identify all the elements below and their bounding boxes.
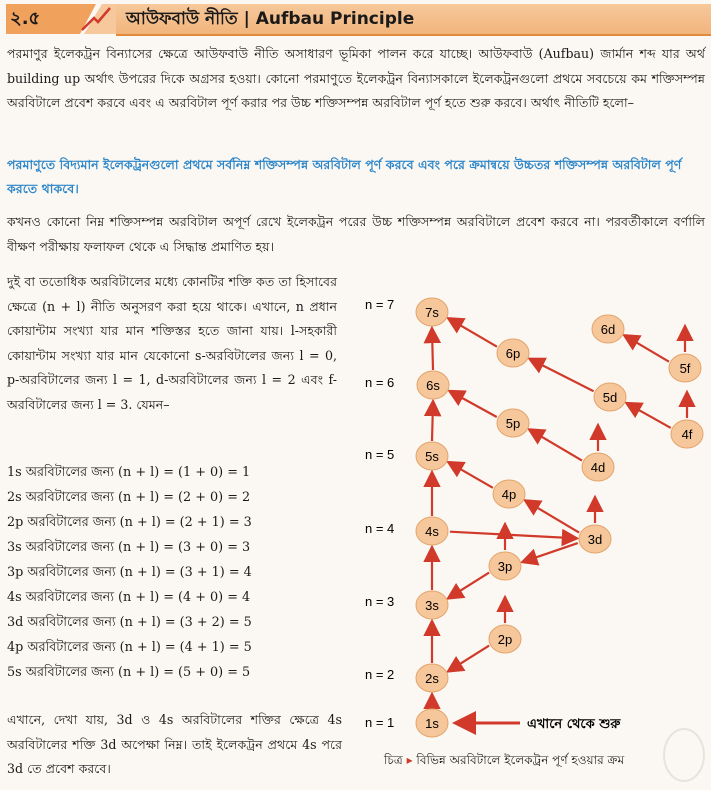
orbital-label: 4f	[681, 427, 693, 442]
fill-order-arrow	[628, 404, 671, 428]
orbital-label: 6p	[505, 346, 521, 361]
intro-paragraph: পরমাণুর ইলেকট্রন বিন্যাসের ক্ষেত্রে আউফবাউ নীতি অসাধারণ ভূমিকা পালন করে যাচ্ছে। আউফবাউ (Aufbau) জার্মান শব্দ যার অর্থ building up অর্থাৎ উপরের দিকে অগ্রসর হওয়া। কোনো পরমাণুতে ইলেকট্রন বিন্যাসকালে ইলেকট্রনগুলো প্রথমে সবচেয়ে কম শক্তিসম্পন্ন অরবিটালে প্রবেশ করবে এবং এ অরবিটাল পূর্ণ করার পর উচ্চ শক্তিসম্পন্ন অরবিটাল পূর্ণ হতে শুরু করবে। অর্থাৎ নীতিটি হলো–	[7, 46, 705, 110]
fill-order-arrow	[626, 336, 669, 361]
orbital-label: 1s	[425, 716, 439, 731]
vertical-arrow	[432, 403, 433, 441]
fill-order-arrow	[524, 543, 578, 561]
watermark-figure	[663, 728, 705, 782]
caption-prefix: চিত্র	[384, 753, 403, 767]
fill-order-arrow	[531, 360, 593, 392]
fill-order-arrow	[450, 646, 489, 671]
fill-order-arrow	[450, 319, 497, 346]
level-label: n = 4	[365, 521, 395, 536]
level-label: n = 5	[365, 447, 395, 462]
equation-2p: 2p অরবিটালের জন্য (n + l) = (2 + 1) = 3	[7, 515, 252, 530]
orbital-label: 6s	[426, 378, 440, 393]
orbital-label: 7s	[425, 305, 439, 320]
figure-caption	[384, 752, 624, 772]
rule-paragraph: দুই বা ততোধিক অরবিটালের মধ্যে কোনটির শক্তি কত তা হিসাবের ক্ষেত্রে (n + l) নীতি অনুসরণ করা হয়ে থাকে। এখানে, n প্রধান কোয়ান্টাম সংখ্যা যার মান শক্তিস্তর হতে জানা যায়। l-সহকারী কোয়ান্টাম সংখ্যা যার মান যেকোনো s-অরবিটালের জন্য l = 0, p-অরবিটালের জন্য l = 1, d-অরবিটালের জন্য l = 2 এবং f-অরবিটালের জন্য l = 3. যেমন–	[7, 274, 337, 412]
orbital-label: 5f	[679, 361, 691, 376]
equation-3d: 3d অরবিটালের জন্য (n + l) = (3 + 2) = 5	[7, 615, 252, 630]
note-paragraph: কখনও কোনো নিম্ন শক্তিসম্পন্ন অরবিটাল অপূর্ণ রেখে ইলেকট্রন পরের উচ্চ শক্তিসম্পন্ন অরবিটালে প্রবেশ করবে না। পরবর্তীকালে বর্ণালি বীক্ষণ পরীক্ষায় ফলাফল থেকে এ সিদ্ধান্ত প্রমাণিত হয়।	[7, 214, 705, 254]
orbital-label: 2p	[497, 632, 513, 647]
orbital-label: 5s	[425, 449, 439, 464]
fill-order-arrow	[450, 463, 493, 488]
fill-order-arrow	[450, 573, 489, 598]
orbital-label: 3p	[497, 559, 513, 574]
level-label: n = 7	[365, 297, 395, 312]
equation-1s: 1s অরবিটালের জন্য (n + l) = (1 + 0) = 1	[7, 465, 251, 480]
section-title: আউফবাউ নীতি | Aufbau Principle	[126, 9, 415, 29]
fill-order-arrow	[527, 501, 579, 532]
orbital-label: 3s	[425, 598, 439, 613]
orbital-label: 4p	[501, 487, 517, 502]
equation-3p: 3p অরবিটালের জন্য (n + l) = (3 + 1) = 4	[7, 565, 252, 580]
equation-list	[7, 460, 347, 685]
principle-statement: পরমাণুতে বিদ্যমান ইলেকট্রনগুলো প্রথমে সর্বনিম্ন শক্তিসম্পন্ন অরবিটাল পূর্ণ করবে এবং পরে ক্রমান্বয়ে উচ্চতর শক্তিসম্পন্ন অরবিটাল পূর্ণ করতে থাকবে।	[7, 157, 682, 196]
aufbau-diagram	[355, 258, 711, 758]
level-label: n = 6	[365, 375, 395, 390]
equation-3s: 3s অরবিটালের জন্য (n + l) = (3 + 0) = 3	[7, 540, 251, 555]
caption-marker: ▸	[406, 753, 413, 767]
level-label: n = 3	[365, 594, 395, 609]
level-label: n = 1	[365, 715, 395, 730]
start-label: এখানে থেকে শুরু	[527, 717, 621, 732]
orbital-label: 4s	[425, 524, 439, 539]
header-slash-decoration	[66, 0, 116, 38]
orbital-label: 5d	[602, 390, 618, 405]
section-header	[0, 0, 711, 38]
orbital-label: 2s	[425, 671, 439, 686]
section-number: ২.৫	[6, 4, 70, 34]
fill-order-arrow	[450, 532, 575, 539]
equation-2s: 2s অরবিটালের জন্য (n + l) = (2 + 0) = 2	[7, 490, 251, 505]
equation-4p: 4p অরবিটালের জন্য (n + l) = (4 + 1) = 5	[7, 640, 252, 655]
fill-order-arrow	[451, 392, 497, 417]
vertical-arrow	[432, 330, 433, 370]
orbital-label: 4d	[590, 460, 606, 475]
fill-order-arrow	[531, 430, 582, 460]
level-label: n = 2	[365, 667, 395, 682]
conclusion-paragraph: এখানে, দেখা যায়, 3d ও 4s অরবিটালের শক্তির ক্ষেত্রে 4s অরবিটালের শক্তি 3d অপেক্ষা নিম্ন। তাই ইলেকট্রন প্রথমে 4s পরে 3d তে প্রবেশ করবে।	[7, 712, 342, 776]
orbital-label: 3d	[587, 532, 603, 547]
orbital-label: 6d	[600, 322, 616, 337]
orbital-label: 5p	[505, 416, 521, 431]
caption-text: বিভিন্ন অরবিটালে ইলেকট্রন পূর্ণ হওয়ার ক্রম	[416, 753, 625, 767]
equation-4s: 4s অরবিটালের জন্য (n + l) = (4 + 0) = 4	[7, 590, 251, 605]
equation-5s: 5s অরবিটালের জন্য (n + l) = (5 + 0) = 5	[7, 665, 251, 680]
